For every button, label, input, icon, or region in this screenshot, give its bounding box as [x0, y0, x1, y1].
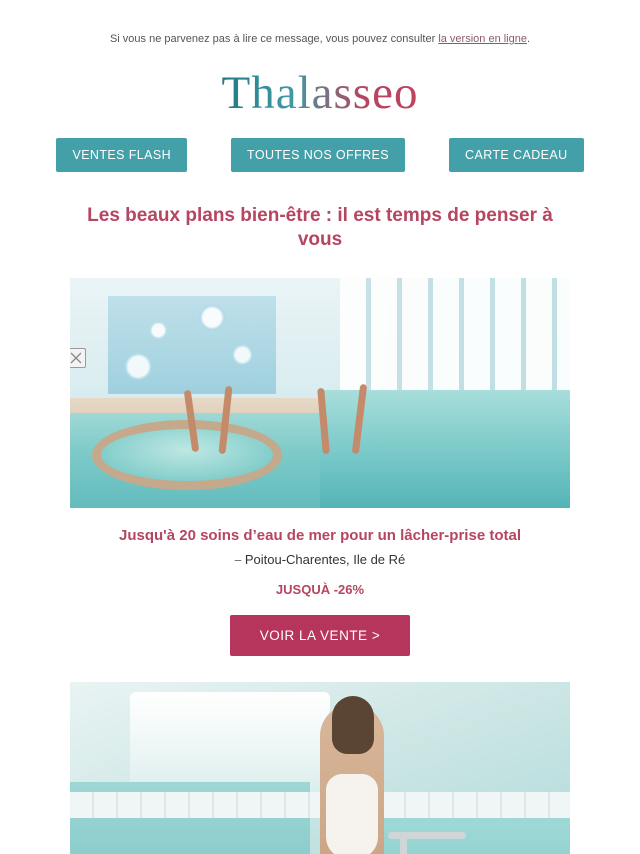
bubble-mural	[108, 296, 276, 394]
offer-block-2	[0, 656, 640, 854]
online-version-link[interactable]: la version en ligne	[438, 33, 527, 45]
nav-toutes-nos-offres[interactable]: TOUTES NOS OFFRES	[231, 138, 405, 172]
handrail-icon	[400, 832, 407, 854]
nav-ventes-flash[interactable]: VENTES FLASH	[56, 138, 187, 172]
location-pin-icon: ⎯	[234, 552, 242, 567]
offer-image-2[interactable]	[70, 682, 570, 854]
preheader	[0, 0, 640, 46]
voir-la-vente-button-1[interactable]: VOIR LA VENTE >	[230, 615, 410, 656]
logo-container	[0, 46, 640, 118]
top-navigation	[0, 118, 640, 172]
offer-block-1	[0, 252, 640, 656]
offer-location-1	[0, 546, 640, 568]
broken-image-icon	[70, 348, 86, 368]
offer-location-label-1: Poitou-Charentes, Ile de Ré	[244, 552, 406, 567]
swimsuit	[326, 774, 378, 854]
nav-carte-cadeau[interactable]: CARTE CADEAU	[449, 138, 584, 172]
jacuzzi-basin	[92, 420, 282, 490]
preheader-text-after: .	[526, 33, 531, 45]
offer-cta-wrap-1	[0, 597, 640, 656]
offer-image-1[interactable]	[70, 278, 570, 508]
offer-discount-1: JUSQUÀ -26%	[275, 582, 365, 597]
offer-title-1: Jusqu'à 20 soins d’eau de mer pour un lâcher-prise total	[118, 527, 521, 544]
swimmer-hair	[332, 696, 374, 754]
thalasseo-logo[interactable]: Thalasseo	[221, 67, 419, 119]
page-title: Les beaux plans bien-être : il est temps de penser à vous	[87, 205, 553, 250]
preheader-text-before: Si vous ne parvenez pas à lire ce message, vous pouvez consulter	[109, 33, 439, 45]
